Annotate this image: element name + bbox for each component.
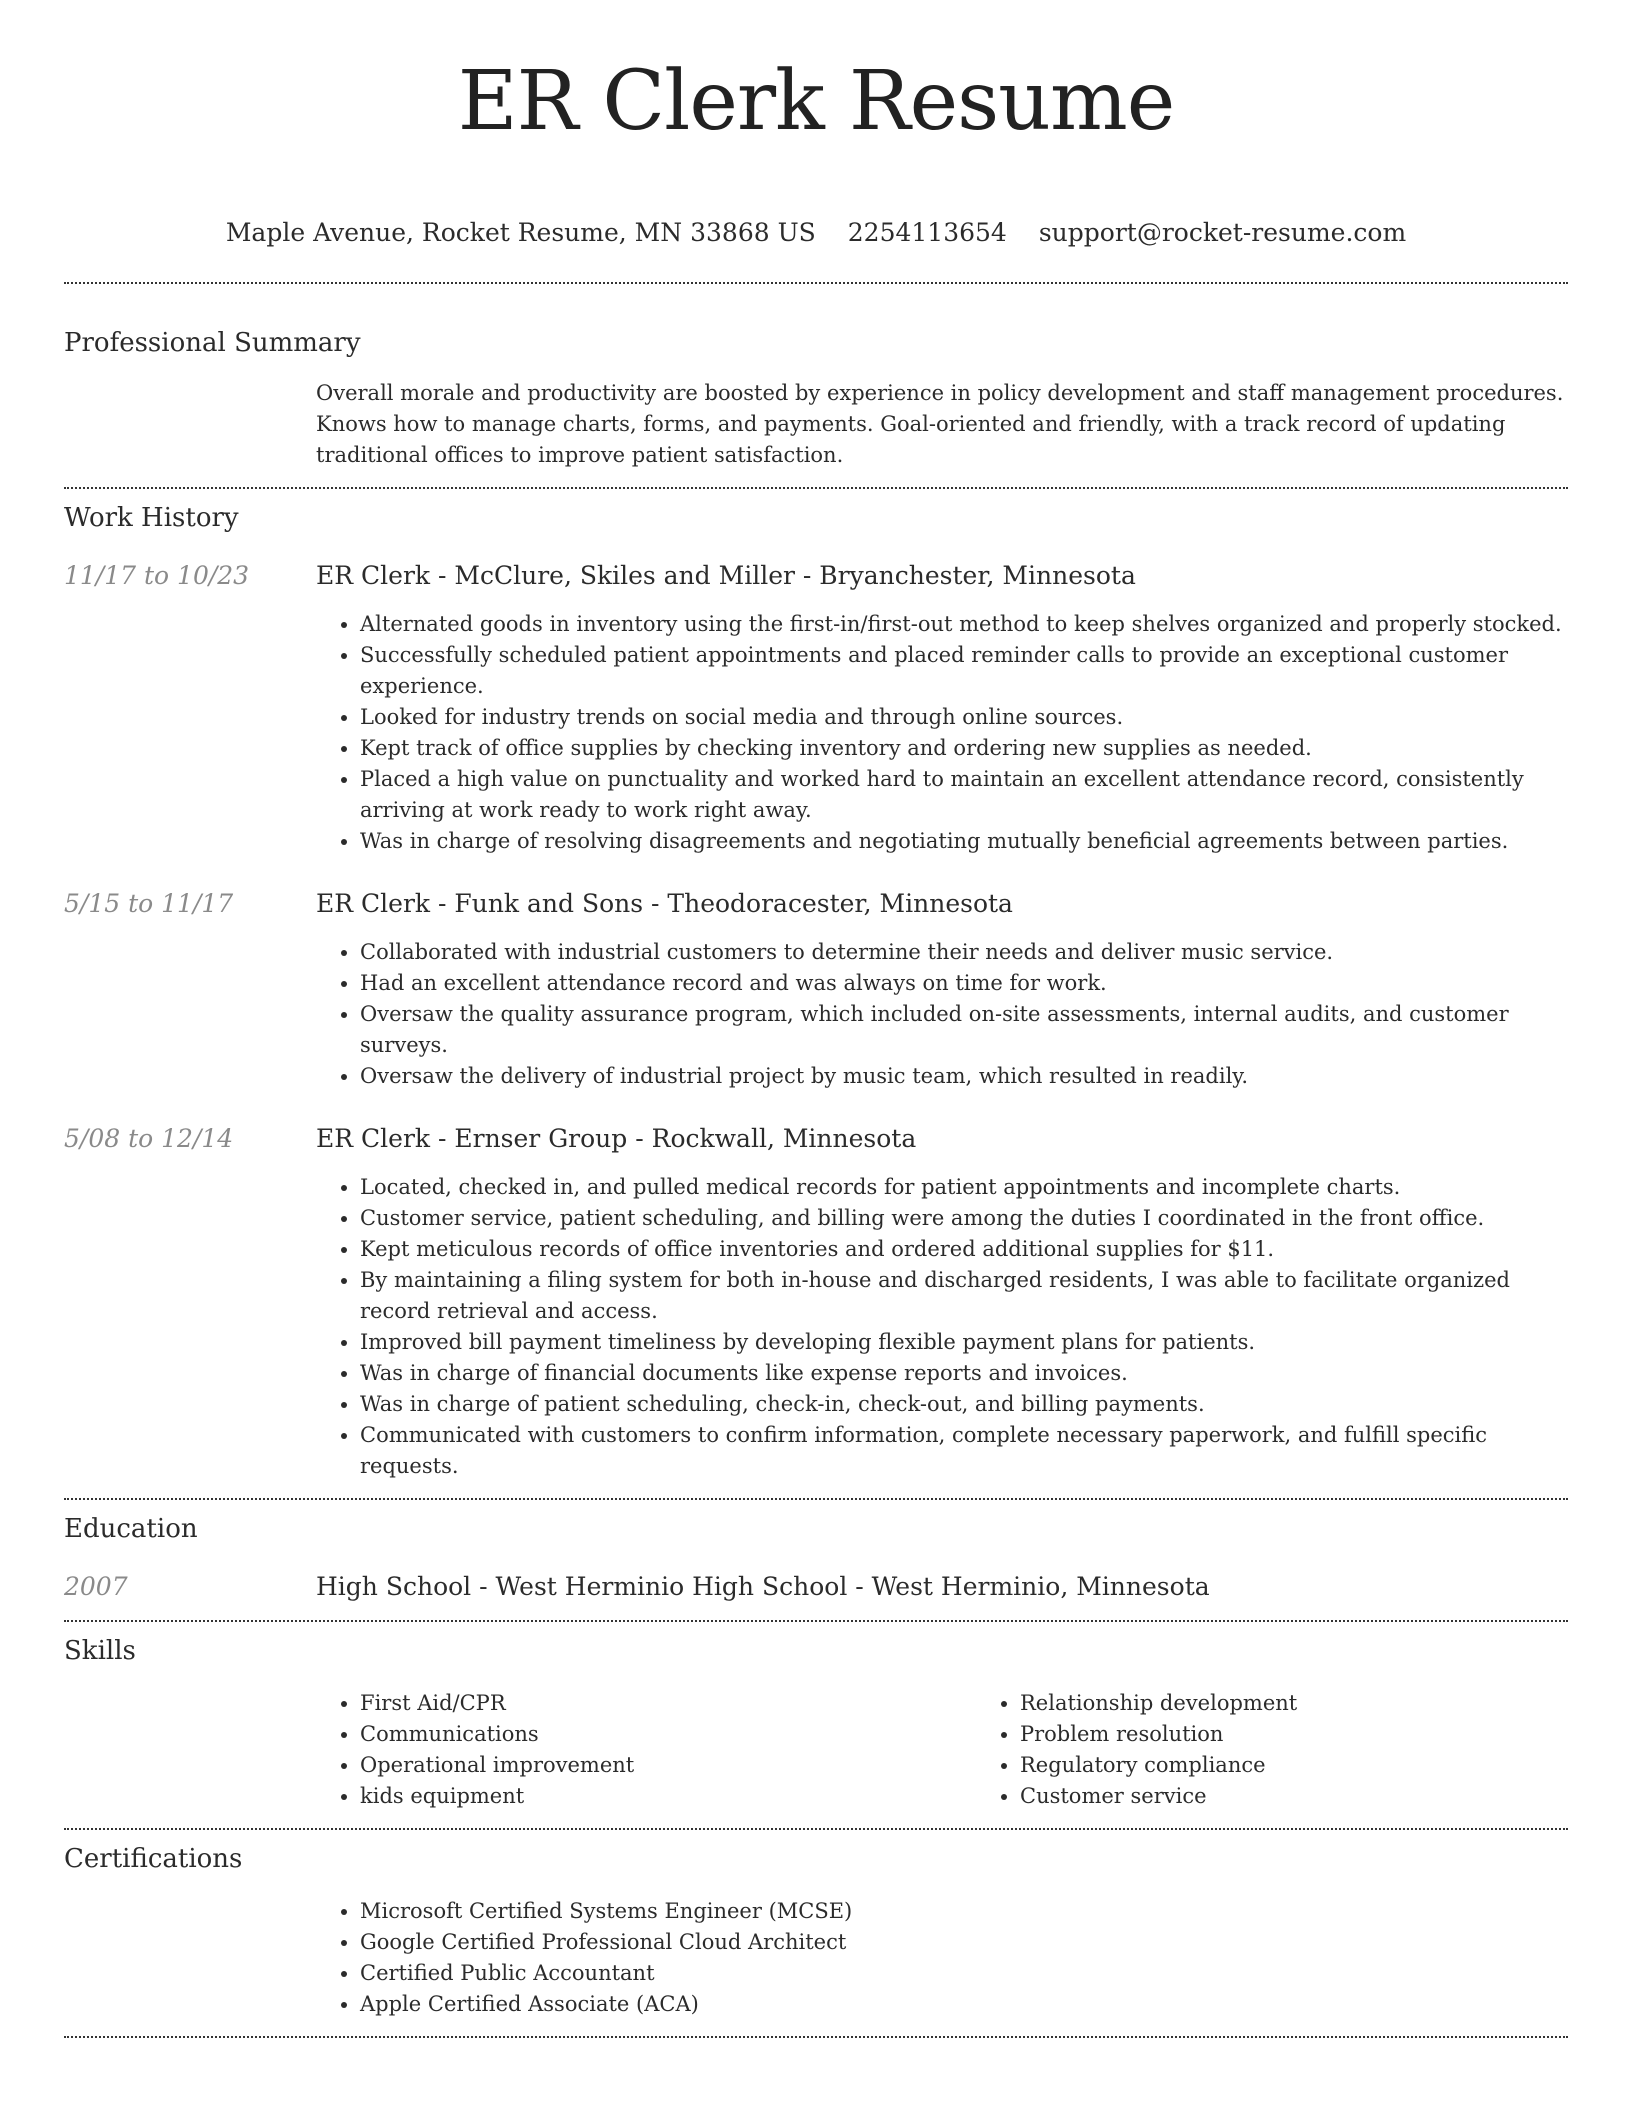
list-item: • Kept track of office supplies by checking inventory and ordering new supplies as needed. — [360, 733, 1568, 764]
list-item: • Successfully scheduled patient appointments and placed reminder calls to provide an exceptional customer experience. — [360, 640, 1568, 702]
skills-list-right — [976, 1688, 1632, 1812]
education-section — [64, 1512, 1568, 1604]
job-dates: 11/17 to 10/23 — [64, 561, 250, 590]
contact-phone: 2254113654 — [847, 218, 1007, 247]
list-item: • Problem resolution — [1020, 1719, 1632, 1750]
summary-text: Overall morale and productivity are boosted by experience in policy development and staff management procedures. Knows how to manage charts, forms, and payments. Goal-oriented and friendly, with a track record of updating traditional offices to improve patient satisfaction. — [316, 381, 1564, 467]
education-title: Education — [64, 1514, 198, 1544]
list-item: • By maintaining a filing system for both in-house and discharged residents, I was able to facilitate organized record retrieval and access. — [360, 1265, 1568, 1327]
job-dates: 5/15 to 11/17 — [64, 889, 234, 918]
list-item: • Located, checked in, and pulled medical records for patient appointments and incomplete charts. — [360, 1172, 1568, 1203]
divider — [64, 282, 1568, 284]
list-item: • Improved bill payment timeliness by developing flexible payment plans for patients. — [360, 1327, 1568, 1358]
job-bullets — [316, 937, 1568, 1092]
list-item: • Microsoft Certified Systems Engineer (MCSE) — [360, 1896, 1568, 1927]
list-item: • Customer service — [1020, 1781, 1632, 1812]
list-item: • Google Certified Professional Cloud Architect — [360, 1927, 1568, 1958]
job-entry — [64, 1122, 1568, 1482]
summary-title: Professional Summary — [64, 328, 361, 358]
divider — [64, 1498, 1568, 1500]
certifications-section — [64, 1842, 1568, 2020]
job-title: ER Clerk - McClure, Skiles and Miller - Bryanchester, Minnesota — [316, 561, 1136, 590]
list-item: • Placed a high value on punctuality and worked hard to maintain an excellent attendance record, consistently arriving at work ready to work right away. — [360, 764, 1568, 826]
skills-list-left — [316, 1688, 976, 1812]
education-date: 2007 — [64, 1572, 128, 1601]
list-item: • Oversaw the delivery of industrial project by music team, which resulted in readily. — [360, 1061, 1568, 1092]
list-item: • Apple Certified Associate (ACA) — [360, 1989, 1568, 2020]
list-item: • Relationship development — [1020, 1688, 1632, 1719]
divider — [64, 2036, 1568, 2038]
divider — [64, 1828, 1568, 1830]
contact-line — [64, 216, 1568, 250]
contact-address: Maple Avenue, Rocket Resume, MN 33868 US — [225, 218, 816, 247]
contact-email: support@rocket-resume.com — [1038, 218, 1407, 247]
job-title: ER Clerk - Ernser Group - Rockwall, Minnesota — [316, 1124, 917, 1153]
certifications-list — [316, 1896, 1568, 2020]
job-bullets — [316, 609, 1568, 857]
education-degree: High School - West Herminio High School - West Herminio, Minnesota — [316, 1572, 1210, 1601]
list-item: • Was in charge of resolving disagreements and negotiating mutually beneficial agreements between parties. — [360, 826, 1568, 857]
job-entry — [64, 559, 1568, 857]
summary-section — [64, 326, 1568, 471]
job-bullets — [316, 1172, 1568, 1482]
resume-name: ER Clerk Resume — [457, 54, 1175, 149]
skills-section — [64, 1634, 1568, 1812]
job-dates: 5/08 to 12/14 — [64, 1124, 234, 1153]
list-item: • Communications — [360, 1719, 976, 1750]
list-item: • Certified Public Accountant — [360, 1958, 1568, 1989]
certifications-title: Certifications — [64, 1844, 243, 1874]
divider — [64, 1620, 1568, 1622]
list-item: • Was in charge of financial documents like expense reports and invoices. — [360, 1358, 1568, 1389]
list-item: • Was in charge of patient scheduling, check-in, check-out, and billing payments. — [360, 1389, 1568, 1420]
job-title: ER Clerk - Funk and Sons - Theodoracester, Minnesota — [316, 889, 1013, 918]
list-item: • Customer service, patient scheduling, and billing were among the duties I coordinated in the front office. — [360, 1203, 1568, 1234]
list-item: • kids equipment — [360, 1781, 976, 1812]
job-entry — [64, 887, 1568, 1092]
list-item: • Oversaw the quality assurance program, which included on-site assessments, internal audits, and customer surveys. — [360, 999, 1568, 1061]
skills-title: Skills — [64, 1636, 136, 1666]
list-item: • Communicated with customers to confirm information, complete necessary paperwork, and fulfill specific requests. — [360, 1420, 1568, 1482]
divider — [64, 487, 1568, 489]
list-item: • Alternated goods in inventory using the first-in/first-out method to keep shelves organized and properly stocked. — [360, 609, 1568, 640]
list-item: • Had an excellent attendance record and was always on time for work. — [360, 968, 1568, 999]
work-history-title: Work History — [64, 503, 239, 533]
list-item: • Collaborated with industrial customers to determine their needs and deliver music service. — [360, 937, 1568, 968]
list-item: • First Aid/CPR — [360, 1688, 976, 1719]
education-entry — [64, 1570, 1568, 1604]
list-item: • Looked for industry trends on social media and through online sources. — [360, 702, 1568, 733]
work-history-section — [64, 501, 1568, 1482]
list-item: • Kept meticulous records of office inventories and ordered additional supplies for $11. — [360, 1234, 1568, 1265]
list-item: • Regulatory compliance — [1020, 1750, 1632, 1781]
list-item: • Operational improvement — [360, 1750, 976, 1781]
